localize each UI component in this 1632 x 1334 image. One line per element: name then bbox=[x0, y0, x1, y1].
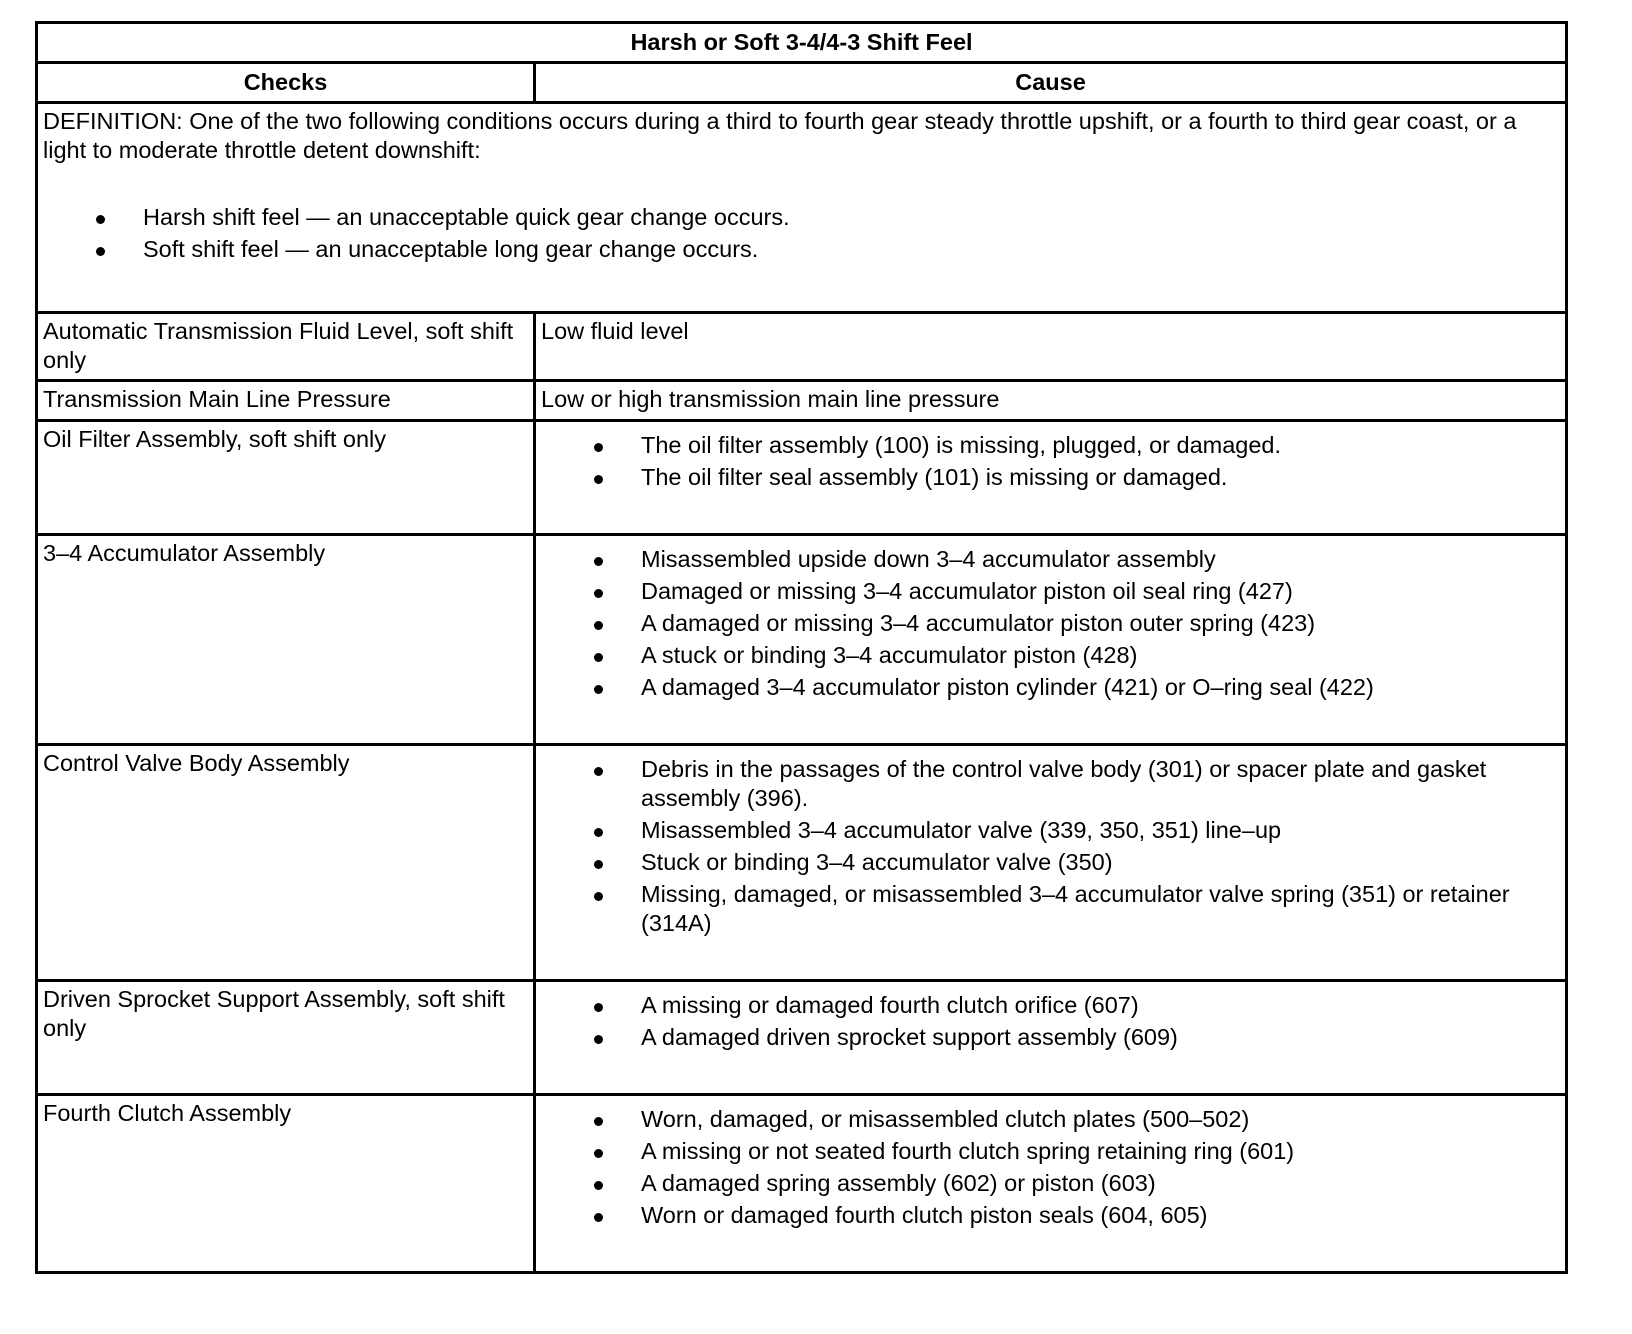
bullet-icon bbox=[594, 557, 603, 566]
cause-item-text: A missing or damaged fourth clutch orifice (607) bbox=[641, 992, 1139, 1018]
bullet-icon bbox=[594, 767, 603, 776]
cause-column-header: Cause bbox=[535, 63, 1567, 103]
cause-cell bbox=[535, 421, 1567, 535]
bullet-icon bbox=[594, 828, 603, 837]
check-cell: Driven Sprocket Support Assembly, soft shift only bbox=[37, 981, 535, 1095]
cause-item bbox=[541, 1169, 1560, 1198]
bullet-icon bbox=[594, 892, 603, 901]
cause-item bbox=[541, 463, 1560, 492]
checks-column-header: Checks bbox=[37, 63, 535, 103]
cause-item bbox=[541, 609, 1560, 638]
cause-item bbox=[541, 577, 1560, 606]
cause-item-text: The oil filter assembly (100) is missing, plugged, or damaged. bbox=[641, 432, 1282, 458]
cause-item-text: Misassembled 3–4 accumulator valve (339, 350, 351) line–up bbox=[641, 817, 1282, 843]
cause-item bbox=[541, 1105, 1560, 1134]
bullet-icon bbox=[96, 247, 105, 256]
cause-item bbox=[541, 1023, 1560, 1052]
cause-item-text: Worn or damaged fourth clutch piston seals (604, 605) bbox=[641, 1202, 1208, 1228]
cause-item-text: Missing, damaged, or misassembled 3–4 accumulator valve spring (351) or retainer (314A) bbox=[641, 881, 1510, 936]
table-row bbox=[37, 535, 1567, 745]
cause-item bbox=[541, 880, 1560, 938]
bullet-icon bbox=[594, 621, 603, 630]
bullet-icon bbox=[594, 1003, 603, 1012]
bullet-icon bbox=[594, 1149, 603, 1158]
definition-bullet bbox=[43, 235, 1560, 264]
cause-cell bbox=[535, 535, 1567, 745]
cause-list bbox=[541, 1105, 1560, 1230]
cause-item bbox=[541, 991, 1560, 1020]
bullet-icon bbox=[594, 1035, 603, 1044]
bullet-icon bbox=[594, 653, 603, 662]
check-cell: Fourth Clutch Assembly bbox=[37, 1095, 535, 1273]
cause-item-text: A damaged driven sprocket support assembly (609) bbox=[641, 1024, 1178, 1050]
cause-item bbox=[541, 431, 1560, 460]
table-title: Harsh or Soft 3-4/4-3 Shift Feel bbox=[37, 23, 1567, 63]
cause-cell: Low fluid level bbox=[535, 313, 1567, 381]
bullet-icon bbox=[594, 475, 603, 484]
cause-item bbox=[541, 641, 1560, 670]
cause-item bbox=[541, 755, 1560, 813]
bullet-icon bbox=[594, 1213, 603, 1222]
table-row bbox=[37, 421, 1567, 535]
definition-bullet bbox=[43, 203, 1560, 232]
definition-text: DEFINITION: One of the two following conditions occurs during a third to fourth gear steady throttle upshift, or a fourth to third gear coast, or a light to moderate throttle detent downshift: bbox=[43, 108, 1517, 163]
bullet-icon bbox=[594, 1117, 603, 1126]
definition-bullet-text: Harsh shift feel — an unacceptable quick gear change occurs. bbox=[143, 204, 790, 230]
cause-item-text: Debris in the passages of the control valve body (301) or spacer plate and gasket assembly (396). bbox=[641, 756, 1487, 811]
cause-cell bbox=[535, 745, 1567, 981]
table-row bbox=[37, 313, 1567, 381]
cause-list bbox=[541, 755, 1560, 938]
cause-item-text: A damaged spring assembly (602) or piston (603) bbox=[641, 1170, 1156, 1196]
cause-item-text: Misassembled upside down 3–4 accumulator assembly bbox=[641, 546, 1216, 572]
check-cell: Automatic Transmission Fluid Level, soft shift only bbox=[37, 313, 535, 381]
cause-item bbox=[541, 816, 1560, 845]
definition-bullet-text: Soft shift feel — an unacceptable long gear change occurs. bbox=[143, 236, 759, 262]
definition-cell bbox=[37, 103, 1567, 313]
header-row bbox=[37, 63, 1567, 103]
title-row bbox=[37, 23, 1567, 63]
cause-item bbox=[541, 673, 1560, 702]
check-cell: Oil Filter Assembly, soft shift only bbox=[37, 421, 535, 535]
cause-list bbox=[541, 545, 1560, 702]
definition-list bbox=[43, 203, 1560, 264]
check-cell: Transmission Main Line Pressure bbox=[37, 381, 535, 421]
bullet-icon bbox=[594, 685, 603, 694]
cause-item-text: A stuck or binding 3–4 accumulator piston (428) bbox=[641, 642, 1138, 668]
cause-item-text: Damaged or missing 3–4 accumulator piston oil seal ring (427) bbox=[641, 578, 1293, 604]
cause-item-text: Stuck or binding 3–4 accumulator valve (350) bbox=[641, 849, 1113, 875]
check-cell: Control Valve Body Assembly bbox=[37, 745, 535, 981]
cause-list bbox=[541, 991, 1560, 1052]
table-row bbox=[37, 1095, 1567, 1273]
bullet-icon bbox=[594, 860, 603, 869]
cause-item-text: A damaged or missing 3–4 accumulator piston outer spring (423) bbox=[641, 610, 1316, 636]
table-row bbox=[37, 981, 1567, 1095]
table-row bbox=[37, 745, 1567, 981]
cause-item bbox=[541, 1137, 1560, 1166]
cause-item-text: A missing or not seated fourth clutch spring retaining ring (601) bbox=[641, 1138, 1295, 1164]
cause-item bbox=[541, 1201, 1560, 1230]
bullet-icon bbox=[594, 443, 603, 452]
cause-item bbox=[541, 848, 1560, 877]
check-cell: 3–4 Accumulator Assembly bbox=[37, 535, 535, 745]
table-row bbox=[37, 381, 1567, 421]
definition-row bbox=[37, 103, 1567, 313]
cause-item-text: The oil filter seal assembly (101) is missing or damaged. bbox=[641, 464, 1228, 490]
bullet-icon bbox=[594, 589, 603, 598]
cause-cell bbox=[535, 1095, 1567, 1273]
bullet-icon bbox=[594, 1181, 603, 1190]
diagnosis-table bbox=[35, 21, 1568, 1274]
cause-item-text: A damaged 3–4 accumulator piston cylinder (421) or O–ring seal (422) bbox=[641, 674, 1374, 700]
cause-list bbox=[541, 431, 1560, 492]
cause-cell bbox=[535, 981, 1567, 1095]
bullet-icon bbox=[96, 215, 105, 224]
cause-item bbox=[541, 545, 1560, 574]
cause-cell: Low or high transmission main line pressure bbox=[535, 381, 1567, 421]
cause-item-text: Worn, damaged, or misassembled clutch plates (500–502) bbox=[641, 1106, 1250, 1132]
